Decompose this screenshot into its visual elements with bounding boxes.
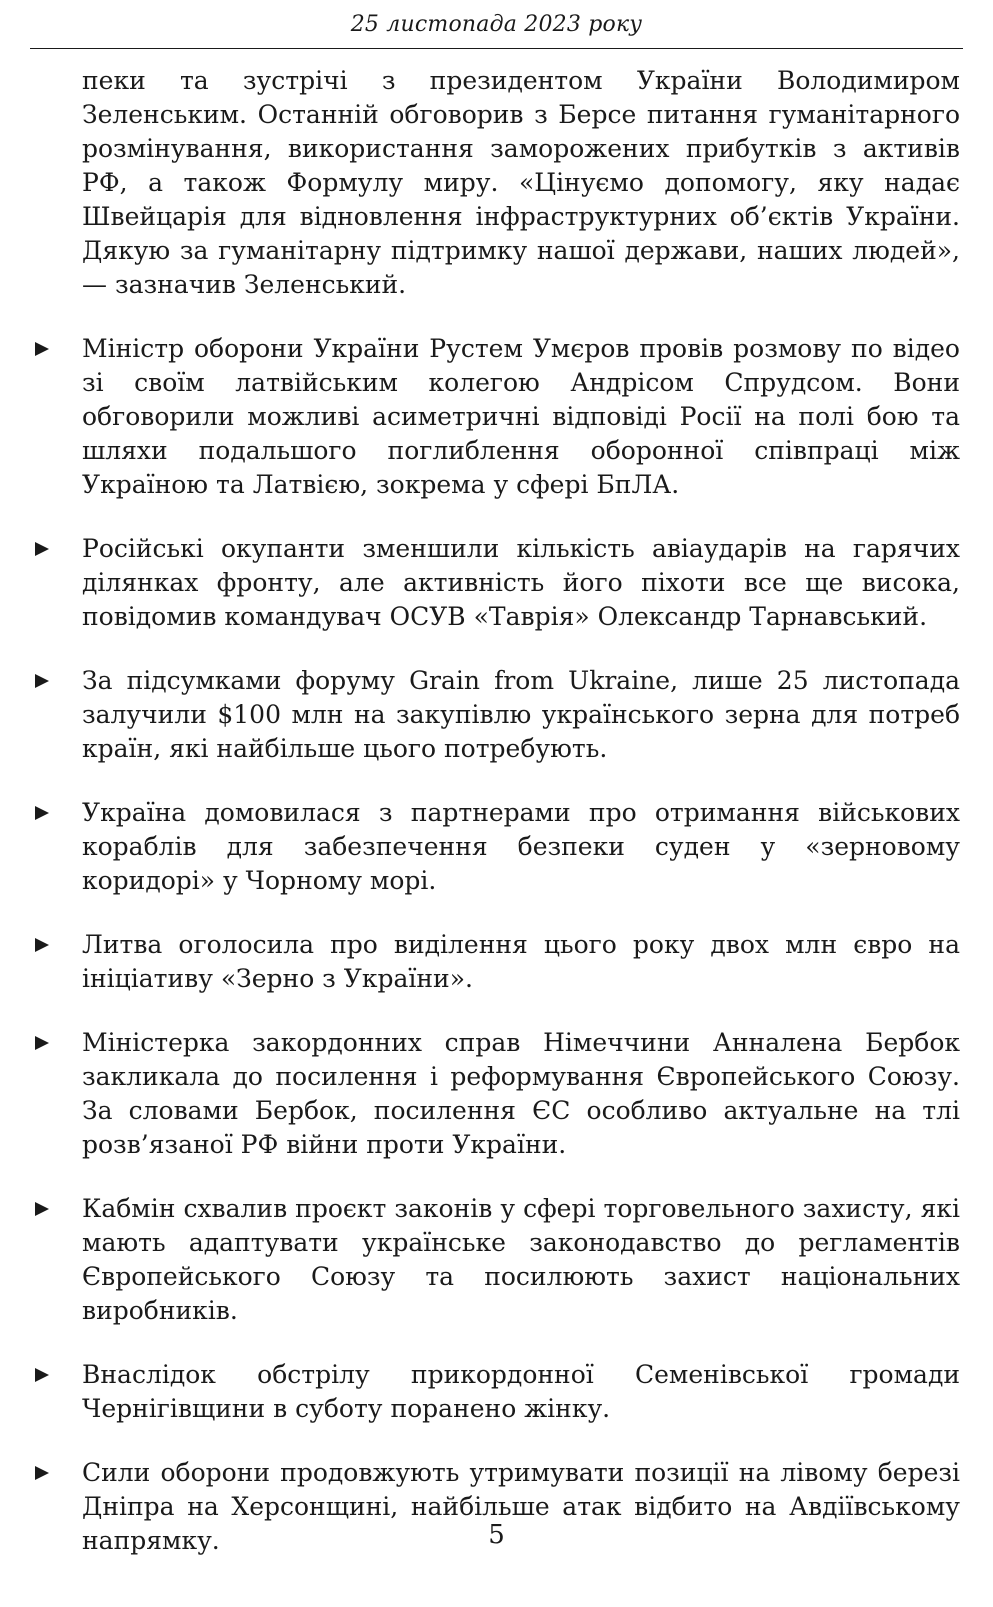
bullet-item [30, 1358, 960, 1426]
triangle-bullet-icon [30, 666, 54, 696]
bullet-item-text: Міністерка закордонних справ Німеччини Анналена Бербок закликала до посилення і реформування Європейського Союзу. За словами Бербок, посилення ЄС особливо актуальне на тлі розв’язаної РФ війни проти України. [82, 1028, 960, 1159]
running-header [30, 8, 963, 49]
bullet-item-text: Міністр оборони України Рустем Умєров провів розмову по відео зі своїм латвійським колегою Андрісом Спрудсом. Вони обговорили можливі асиметричні відповіді Росії на полі бою та шляхи подальшого поглиблення оборонної співпраці між Україною та Латвією, зокрема у сфері БпЛА. [82, 334, 960, 499]
triangle-bullet-icon [30, 534, 54, 564]
triangle-bullet-icon [30, 1194, 54, 1224]
bullet-item-text: Кабмін схвалив проєкт законів у сфері торговельного захисту, які мають адаптувати українське законодавство до регламентів Європейського Союзу та посилюють захист національних виробників. [82, 1194, 960, 1325]
triangle-bullet-icon [30, 1360, 54, 1390]
bullet-item [30, 1192, 960, 1328]
bullet-item-text: Внаслідок обстрілу прикордонної Семенівської громади Чернігівщини в суботу поранено жінку. [82, 1360, 960, 1423]
bullet-item [30, 332, 960, 502]
paragraph-continuation [30, 64, 960, 302]
triangle-bullet-icon [30, 930, 54, 960]
bullet-item [30, 532, 960, 634]
page-number: 5 [488, 1520, 505, 1550]
article-body [30, 64, 960, 1588]
bullet-item [30, 1026, 960, 1162]
bullet-item-text: Сили оборони продовжують утримувати позиції на лівому березі Дніпра на Херсонщині, найбільше атак відбито на Авдіївському напрямку. [82, 1458, 960, 1555]
header-date-title: 25 листопада 2023 року [350, 12, 643, 37]
bullet-item-text: Литва оголосила про виділення цього року двох млн євро на ініціативу «Зерно з України». [82, 930, 960, 993]
bullet-item-text: Україна домовилася з партнерами про отримання військових кораблів для забезпечення безпеки суден у «зерновому коридорі» у Чорному морі. [82, 798, 960, 895]
bullet-item-text: Російські окупанти зменшили кількість авіаударів на гарячих ділянках фронту, але активність його піхоти все ще висока, повідомив командувач ОСУВ «Таврія» Олександр Тарнавський. [82, 534, 960, 631]
triangle-bullet-icon [30, 1028, 54, 1058]
bullet-item-text: За підсумками форуму Grain from Ukraine, лише 25 листопада залучили $100 млн на закупівлю українського зерна для потреб країн, які найбільше цього потребують. [82, 666, 960, 763]
bullet-item [30, 928, 960, 996]
bullet-item [30, 664, 960, 766]
bullet-item [30, 796, 960, 898]
triangle-bullet-icon [30, 798, 54, 828]
triangle-bullet-icon [30, 1458, 54, 1488]
paragraph-text: пеки та зустрічі з президентом України Володимиром Зеленським. Останній обговорив з Берсе питання гуманітарного розмінування, використання заморожених прибутків з активів РФ, а також Формулу миру. «Цінуємо допомогу, яку надає Швейцарія для відновлення інфраструктурних об’єктів України. Дякую за гуманітарну підтримку нашої держави, наших людей», — зазначив Зеленський. [82, 66, 960, 299]
triangle-bullet-icon [30, 334, 54, 364]
